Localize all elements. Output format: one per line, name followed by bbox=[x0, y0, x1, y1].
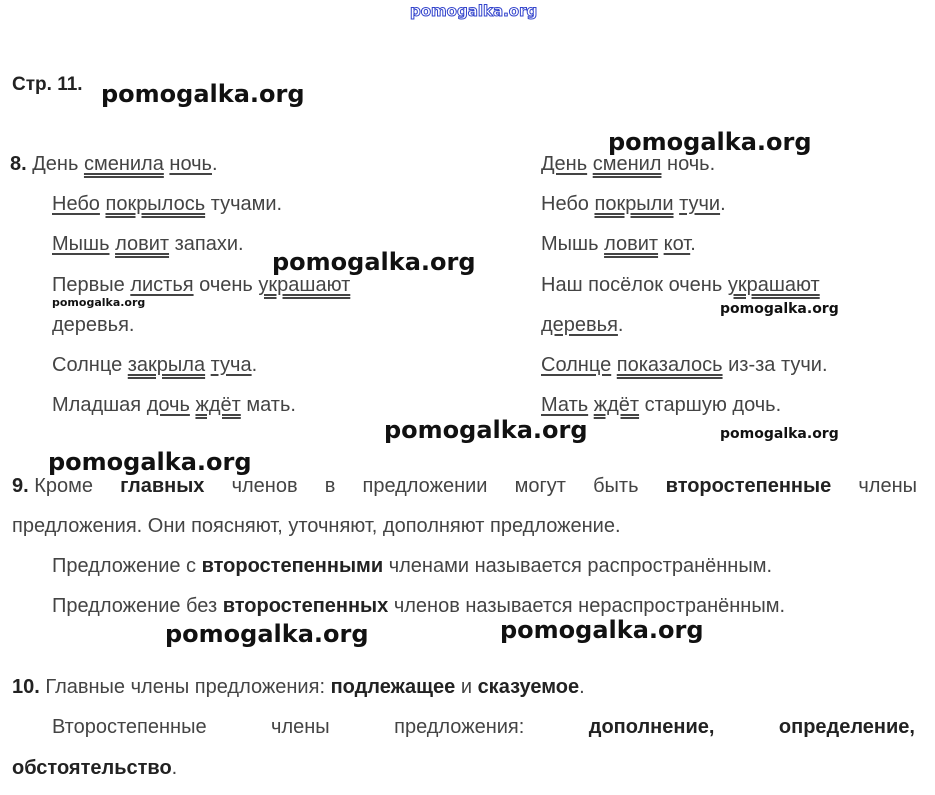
text: членами называется распространённым. bbox=[388, 555, 773, 577]
watermark: pomogalka.org bbox=[48, 448, 252, 476]
watermark: pomogalka.org bbox=[165, 620, 369, 648]
term: дополнение, bbox=[588, 716, 715, 738]
punctuation: . bbox=[579, 676, 585, 698]
word: Мышь bbox=[541, 233, 599, 255]
text: Главные члены предложения: bbox=[45, 676, 325, 698]
word: очень bbox=[199, 274, 253, 296]
word: деревья. bbox=[52, 314, 135, 336]
word: предложения: bbox=[394, 716, 525, 738]
punctuation: . bbox=[251, 354, 258, 376]
subject: кот bbox=[663, 233, 691, 255]
subject: Мать bbox=[541, 394, 589, 416]
subject: дочь bbox=[146, 394, 190, 416]
predicate: украшают bbox=[258, 274, 351, 296]
word: Наш посёлок очень bbox=[541, 274, 723, 296]
word: члены bbox=[858, 475, 917, 497]
ex8-right-line-5 bbox=[541, 313, 623, 337]
word: быть bbox=[593, 475, 639, 497]
predicate: ждёт bbox=[195, 394, 241, 416]
ex8-left-line-6 bbox=[52, 353, 257, 377]
word: Младшая bbox=[52, 394, 142, 416]
word: члены bbox=[271, 716, 330, 738]
watermark: pomogalka.org bbox=[720, 426, 839, 442]
punctuation: . bbox=[211, 153, 218, 175]
subject: деревья bbox=[541, 314, 618, 336]
ex8-left-line-1 bbox=[10, 152, 218, 176]
punctuation: . bbox=[171, 757, 178, 779]
word: Солнце bbox=[52, 354, 123, 376]
predicate: закрыла bbox=[127, 354, 206, 376]
subject: тучи bbox=[679, 193, 721, 215]
word: в bbox=[324, 475, 336, 497]
predicate: ловит bbox=[604, 233, 659, 255]
punctuation: . bbox=[720, 193, 726, 215]
word: тучами. bbox=[210, 193, 283, 215]
subject: Солнце bbox=[541, 354, 612, 376]
ex10-line-3 bbox=[12, 756, 177, 780]
predicate: украшают bbox=[727, 274, 820, 296]
ex10-number: 10. bbox=[12, 676, 40, 698]
term: сказуемое bbox=[477, 676, 580, 698]
term: подлежащее bbox=[330, 676, 456, 698]
term: второстепенные bbox=[665, 475, 832, 497]
word: ночь. bbox=[667, 153, 716, 175]
predicate: ждёт bbox=[593, 394, 640, 416]
word: могут bbox=[514, 475, 566, 497]
predicate: покрыли bbox=[594, 193, 674, 215]
ex9-paragraph-3 bbox=[52, 594, 785, 618]
word: предложении bbox=[362, 475, 488, 497]
term: определение, bbox=[778, 716, 915, 738]
word: Первые bbox=[52, 274, 125, 296]
ex8-left-line-2 bbox=[52, 192, 282, 216]
ex8-left-line-4 bbox=[52, 273, 350, 297]
site-watermark-top: pomogalka.org bbox=[410, 2, 538, 20]
predicate: ловит bbox=[115, 233, 170, 255]
subject: ночь bbox=[169, 153, 212, 175]
watermark: pomogalka.org bbox=[52, 296, 146, 309]
subject: День bbox=[541, 153, 588, 175]
ex8-left-line-3 bbox=[52, 232, 244, 256]
ex9-line-2: предложения. Они поясняют, уточняют, дополняют предложение. bbox=[12, 515, 621, 537]
page-reference: Стр. 11. bbox=[12, 74, 83, 95]
watermark: pomogalka.org bbox=[720, 301, 839, 317]
ex8-right-line-4 bbox=[541, 273, 820, 297]
ex8-right-line-7 bbox=[541, 393, 781, 417]
subject: Мышь bbox=[52, 233, 110, 255]
watermark: pomogalka.org bbox=[500, 616, 704, 644]
word: День bbox=[32, 153, 79, 175]
watermark: pomogalka.org bbox=[101, 80, 305, 108]
ex10-line-2 bbox=[52, 715, 915, 739]
text: и bbox=[460, 676, 472, 698]
term: главных bbox=[120, 475, 205, 497]
ex9-line-1 bbox=[12, 474, 917, 498]
punctuation: . bbox=[690, 233, 696, 255]
subject: туча bbox=[210, 354, 252, 376]
watermark: pomogalka.org bbox=[608, 128, 812, 156]
word: из-за тучи. bbox=[728, 354, 828, 376]
word: Небо bbox=[541, 193, 589, 215]
term: второстепенными bbox=[201, 555, 384, 577]
ex8-left-line-5 bbox=[52, 313, 134, 337]
text: членов называется нераспространённым. bbox=[393, 595, 786, 617]
ex9-paragraph-2 bbox=[52, 554, 772, 578]
watermark: pomogalka.org bbox=[272, 248, 476, 276]
ex8-right-line-3 bbox=[541, 232, 696, 256]
predicate: сменил bbox=[592, 153, 662, 175]
punctuation: . bbox=[617, 314, 624, 336]
ex8-right-line-2 bbox=[541, 192, 726, 216]
word: мать. bbox=[246, 394, 296, 416]
word: Кроме bbox=[34, 475, 94, 497]
subject: листья bbox=[130, 274, 194, 296]
word: старшую дочь. bbox=[644, 394, 782, 416]
predicate: сменила bbox=[83, 153, 164, 175]
ex8-number: 8. bbox=[10, 153, 27, 175]
watermark: pomogalka.org bbox=[384, 416, 588, 444]
ex8-left-line-7 bbox=[52, 393, 296, 417]
ex10-line-1 bbox=[12, 675, 585, 699]
word: Второстепенные bbox=[52, 716, 207, 738]
term: обстоятельство bbox=[12, 757, 172, 779]
predicate: показалось bbox=[616, 354, 723, 376]
text: Предложение с bbox=[52, 555, 197, 577]
ex9-number: 9. bbox=[12, 475, 29, 497]
word: членов bbox=[231, 475, 298, 497]
subject: Небо bbox=[52, 193, 100, 215]
text: Предложение без bbox=[52, 595, 218, 617]
predicate: покрылось bbox=[105, 193, 206, 215]
word: запахи. bbox=[174, 233, 244, 255]
ex8-right-line-6 bbox=[541, 353, 828, 377]
term: второстепенных bbox=[222, 595, 389, 617]
